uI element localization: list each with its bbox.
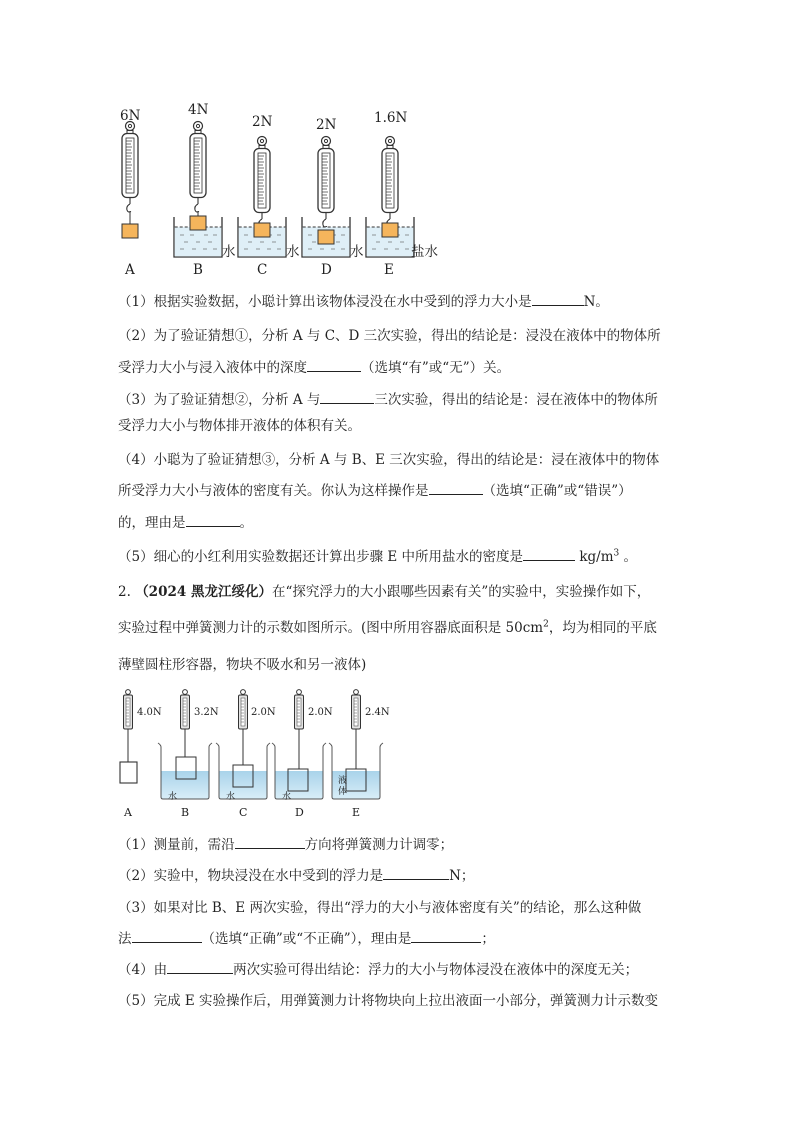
fig2-label-e: E [352, 806, 361, 819]
q2-part1: （1）测量前，需沿 方向将弹簧测力计调零； [118, 833, 453, 853]
fig1-liquid-c: 水 [286, 244, 300, 260]
fig1-reading-c: 2N [252, 114, 273, 130]
answer-blank[interactable] [132, 928, 202, 943]
fig1-reading-e: 1.6N [374, 110, 408, 126]
fig2-label-b: B [181, 806, 190, 819]
answer-blank[interactable] [235, 834, 305, 849]
fig2-label-c: C [239, 806, 248, 819]
q2-intro-line3: 薄壁圆柱形容器，物块不吸水和另一液体) [118, 657, 367, 673]
fig1-reading-d: 2N [316, 117, 337, 133]
fig2-liquid-c: 水 [226, 792, 236, 802]
answer-blank[interactable] [167, 959, 233, 974]
question-number: 2. [118, 584, 131, 600]
fig2-reading-a: 4.0N [137, 707, 162, 718]
answer-blank[interactable] [532, 291, 584, 306]
fig2-reading-e: 2.4N [365, 707, 390, 718]
q1-part1: （1）根据实验数据，小聪计算出该物体浸没在水中受到的浮力大小是 N。 [118, 290, 609, 310]
fig2-liquid-d: 水 [282, 792, 292, 802]
q2-part3-line2: 法 （选填“正确”或“不正确”），理由是 ； [118, 927, 495, 947]
fig1-label-c: C [257, 262, 268, 278]
fig2-label-d: D [295, 806, 304, 819]
answer-blank[interactable] [320, 389, 374, 404]
fig1-label-e: E [384, 262, 394, 278]
fig1-reading-a: 6N [120, 108, 141, 124]
q1-part4-line1: （4）小聪为了验证猜想③，分析 A 与 B、E 三次实验，得出的结论是：浸在液体中的物体 [118, 452, 660, 468]
answer-blank[interactable] [383, 865, 449, 880]
q2-intro-line1: 2. （2024 黑龙江绥化）在“探究浮力的大小跟哪些因素有关”的实验中，实验操作如下， [118, 584, 651, 600]
fig1-liquid-e: 盐水 [411, 244, 438, 260]
q2-part5: （5）完成 E 实验操作后，用弹簧测力计将物块向上拉出液面一小部分，弹簧测力计示数变 [118, 993, 659, 1009]
q1-part4-line2: 所受浮力大小与液体的密度有关。你认为这样操作是 （选填“正确”或“错误”） [118, 479, 632, 499]
q2-part4: （4）由 两次实验可得出结论：浮力的大小与物体浸没在液体中的深度无关； [118, 958, 638, 978]
fig1-label-d: D [321, 262, 332, 278]
answer-blank[interactable] [411, 928, 481, 943]
fig2-liquid-b: 水 [168, 792, 178, 802]
figure-2-buoyancy-experiment [110, 685, 410, 810]
fig1-liquid-b: 水 [222, 244, 236, 260]
q1-part2-line2: 受浮力大小与浸入液体中的深度 （选填“有”或“无”）关。 [118, 356, 510, 376]
answer-blank[interactable] [523, 546, 575, 561]
fig1-liquid-d: 水 [350, 244, 364, 260]
fig2-reading-b: 3.2N [194, 707, 219, 718]
q2-intro-line2: 实验过程中弹簧测力计的示数如图所示。(图中所用容器底面积是 $50cm^2$，均为相同的平底 [118, 619, 657, 636]
fig2-reading-d: 2.0N [308, 707, 333, 718]
fig1-label-b: B [193, 262, 203, 278]
answer-blank[interactable] [429, 480, 483, 495]
q1-part2-line1: （2）为了验证猜想①，分析 A 与 C、D 三次实验，得出的结论是：浸没在液体中的物体所 [118, 328, 661, 344]
answer-blank[interactable] [186, 512, 240, 527]
q1-part3-line1: （3）为了验证猜想②，分析 A 与 三次实验，得出的结论是：浸在液体中的物体所 [118, 388, 658, 408]
q2-part2: （2）实验中，物块浸没在水中受到的浮力是 N； [118, 864, 474, 884]
question-source: （2024 黑龙江绥化） [135, 584, 272, 600]
answer-blank[interactable] [307, 357, 361, 372]
fig2-liquid-e: 液 体 [338, 776, 348, 797]
fig1-label-a: A [125, 262, 135, 278]
figure-1-spring-scales [110, 100, 450, 280]
q2-part3-line1: （3）如果对比 B、E 两次实验，得出“浮力的大小与液体密度有关”的结论，那么这种做 [118, 900, 642, 916]
q1-part4-line3: 的，理由是 。 [118, 511, 253, 531]
fig1-reading-b: 4N [188, 102, 209, 118]
q1-part5: （5）细心的小红利用实验数据还计算出步骤 E 中所用盐水的密度是 $kg/m^3$ 。 [118, 545, 637, 565]
q1-part3-line2: 受浮力大小与物体排开液体的体积有关。 [118, 418, 361, 434]
fig2-label-a: A [124, 806, 132, 819]
fig2-reading-c: 2.0N [251, 707, 276, 718]
